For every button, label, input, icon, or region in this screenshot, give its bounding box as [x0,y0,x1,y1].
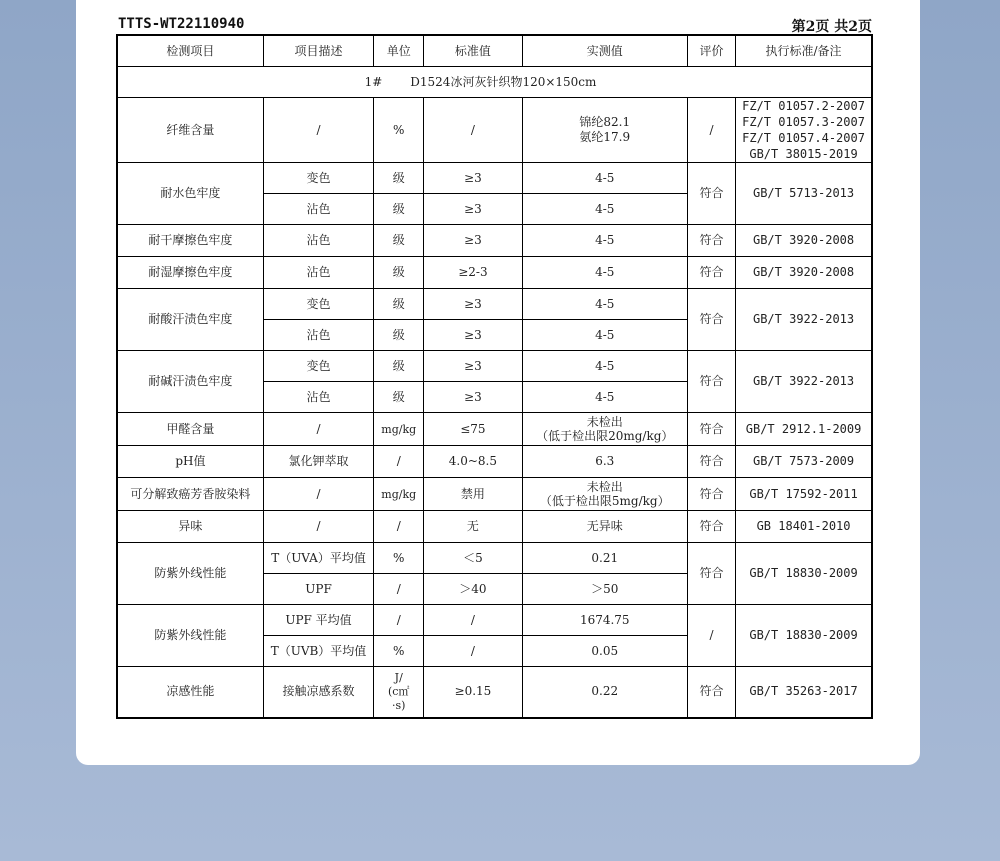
measured-value: 4-5 [522,289,687,320]
method-standard: GB/T 35263-2017 [736,667,872,718]
standard-value: 无 [424,511,522,543]
measured-value: 未检出 （低于检出限5mg/kg） [522,478,687,511]
unit: mg/kg [374,478,424,511]
measured-value: 4-5 [522,194,687,225]
evaluation: 符合 [687,446,735,478]
measured-value: 6.3 [522,446,687,478]
test-item: 耐干摩擦色牢度 [117,225,263,257]
standard-value: / [424,605,522,636]
standard-value: / [424,636,522,667]
sample-info [117,67,872,98]
measured-value: ＞50 [522,574,687,605]
unit: / [374,605,424,636]
unit: 级 [374,257,424,289]
measured-value: 4-5 [522,351,687,382]
table-row [117,351,872,382]
table-row [117,511,872,543]
evaluation: 符合 [687,289,735,351]
item-desc: 沾色 [263,382,373,413]
test-item: 防紫外线性能 [117,605,263,667]
column-header: 评价 [687,35,735,67]
method-standard: GB/T 3922-2013 [736,351,872,413]
evaluation: 符合 [687,543,735,605]
standard-value: ≤75 [424,413,522,446]
table-row [117,225,872,257]
measured-value: 未检出 （低于检出限20mg/kg） [522,413,687,446]
unit: 级 [374,320,424,351]
item-desc: T（UVA）平均值 [263,543,373,574]
column-header: 项目描述 [263,35,373,67]
method-standard: GB/T 18830-2009 [736,543,872,605]
method-standard: GB/T 5713-2013 [736,163,872,225]
item-desc: 沾色 [263,320,373,351]
item-desc: 变色 [263,289,373,320]
measured-value: 4-5 [522,225,687,257]
item-desc: 沾色 [263,257,373,289]
measured-value: 4-5 [522,257,687,289]
table-row [117,605,872,636]
table-row [117,413,872,446]
column-header: 单位 [374,35,424,67]
unit: 级 [374,351,424,382]
method-standard: GB 18401-2010 [736,511,872,543]
column-header: 检测项目 [117,35,263,67]
unit: 级 [374,194,424,225]
evaluation: 符合 [687,413,735,446]
table-header-row [117,35,872,67]
evaluation: 符合 [687,351,735,413]
method-standard: GB/T 7573-2009 [736,446,872,478]
standard-value: ≥3 [424,351,522,382]
report-header [118,16,872,34]
measured-value: 无异味 [522,511,687,543]
test-item: 异味 [117,511,263,543]
standard-value: 4.0~8.5 [424,446,522,478]
standard-value: ≥3 [424,320,522,351]
unit: 级 [374,225,424,257]
evaluation: 符合 [687,478,735,511]
measured-value: 4-5 [522,163,687,194]
standard-value: ≥0.15 [424,667,522,718]
test-item: 甲醛含量 [117,413,263,446]
standard-value: ＜5 [424,543,522,574]
measured-value: 4-5 [522,320,687,351]
evaluation: / [687,605,735,667]
method-standard: FZ/T 01057.2-2007 FZ/T 01057.3-2007 FZ/T 01057.4-2007 GB/T 38015-2019 [736,98,872,163]
item-desc: / [263,511,373,543]
item-desc: 沾色 [263,194,373,225]
column-header: 实测值 [522,35,687,67]
item-desc: UPF [263,574,373,605]
test-item: 耐湿摩擦色牢度 [117,257,263,289]
table-row [117,543,872,574]
evaluation: 符合 [687,511,735,543]
table-row [117,667,872,718]
item-desc: 变色 [263,351,373,382]
measured-value: 0.21 [522,543,687,574]
method-standard: GB/T 17592-2011 [736,478,872,511]
method-standard: GB/T 3920-2008 [736,225,872,257]
measured-value: 4-5 [522,382,687,413]
test-item: 凉感性能 [117,667,263,718]
standard-value: ≥3 [424,225,522,257]
unit: mg/kg [374,413,424,446]
measured-value: 0.05 [522,636,687,667]
measured-value: 0.22 [522,667,687,718]
test-item: 可分解致癌芳香胺染料 [117,478,263,511]
item-desc: / [263,478,373,511]
standard-value: / [424,98,522,163]
item-desc: 沾色 [263,225,373,257]
test-item: 纤维含量 [117,98,263,163]
item-desc: T（UVB）平均值 [263,636,373,667]
method-standard: GB/T 2912.1-2009 [736,413,872,446]
test-item: 耐水色牢度 [117,163,263,225]
unit: 级 [374,163,424,194]
item-desc: 变色 [263,163,373,194]
unit: / [374,511,424,543]
test-item: 耐酸汗渍色牢度 [117,289,263,351]
standard-value: 禁用 [424,478,522,511]
table-row [117,289,872,320]
test-item: pH值 [117,446,263,478]
evaluation: 符合 [687,225,735,257]
unit: % [374,543,424,574]
unit: % [374,636,424,667]
table-row [117,98,872,163]
unit: 级 [374,382,424,413]
unit: / [374,446,424,478]
evaluation: / [687,98,735,163]
table-row [117,163,872,194]
standard-value: ≥3 [424,289,522,320]
column-header: 标准值 [424,35,522,67]
unit: 级 [374,289,424,320]
item-desc: UPF 平均值 [263,605,373,636]
test-item: 防紫外线性能 [117,543,263,605]
item-desc: / [263,413,373,446]
standard-value: ＞40 [424,574,522,605]
evaluation: 符合 [687,257,735,289]
measured-value: 1674.75 [522,605,687,636]
table-row [117,446,872,478]
table-row [117,257,872,289]
sample-name: D1524冰河灰针织物120×150cm [410,74,597,89]
page-indicator: 第2页 共2页 [791,19,872,35]
evaluation: 符合 [687,667,735,718]
standard-value: ≥3 [424,163,522,194]
item-desc: / [263,98,373,163]
item-desc: 接触凉感系数 [263,667,373,718]
unit: % [374,98,424,163]
evaluation: 符合 [687,163,735,225]
column-header: 执行标准/备注 [736,35,872,67]
unit: J/ (c㎡ ·s) [374,667,424,718]
method-standard: GB/T 18830-2009 [736,605,872,667]
sample-row [117,67,872,98]
method-standard: GB/T 3920-2008 [736,257,872,289]
standard-value: ≥3 [424,382,522,413]
test-results-table [116,34,873,719]
standard-value: ≥2-3 [424,257,522,289]
standard-value: ≥3 [424,194,522,225]
item-desc: 氯化钾萃取 [263,446,373,478]
table-row [117,478,872,511]
test-item: 耐碱汗渍色牢度 [117,351,263,413]
method-standard: GB/T 3922-2013 [736,289,872,351]
measured-value: 锦纶82.1 氨纶17.9 [522,98,687,163]
sample-id: 1# [364,74,383,89]
unit: / [374,574,424,605]
report-number: TTTS-WT22110940 [118,16,245,32]
